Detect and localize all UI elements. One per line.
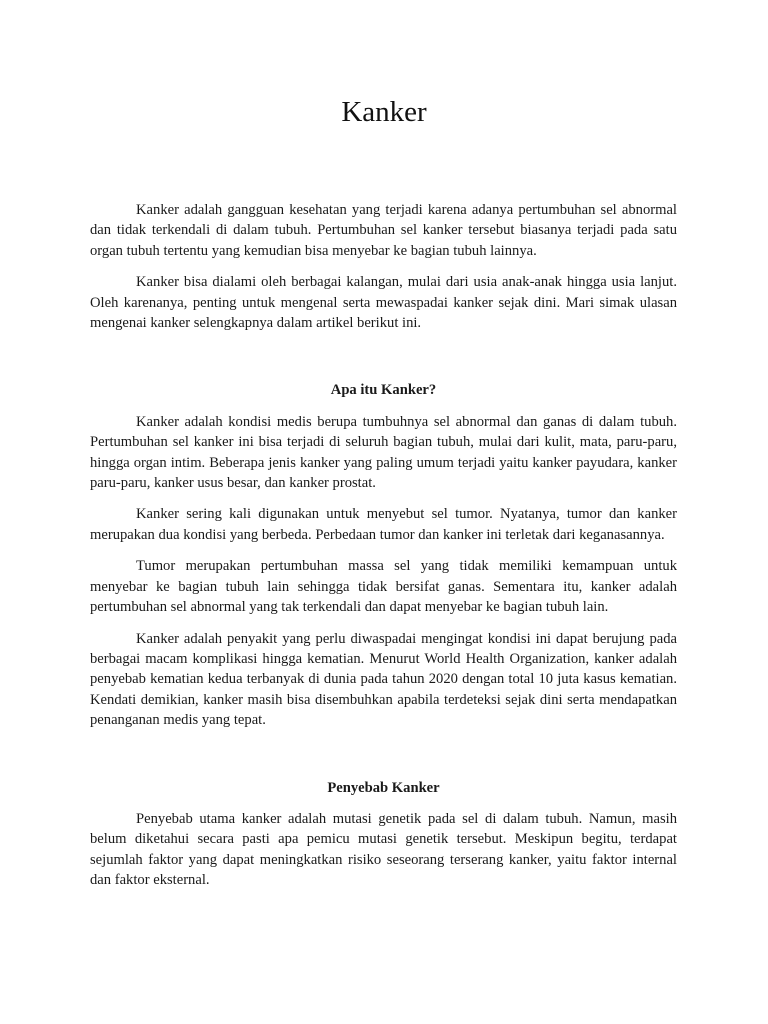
body-paragraph: Kanker bisa dialami oleh berbagai kalangan, mulai dari usia anak-anak hingga usia lanjut. Oleh karenanya, penting untuk mengenal serta mewaspadai kanker sejak dini. Mari simak ulasan mengenai kanker selengkapnya dalam artikel berikut ini.	[90, 274, 677, 332]
document-title: Kanker	[341, 96, 427, 128]
section-heading: Apa itu Kanker?	[330, 382, 437, 399]
body-paragraph: Kanker adalah penyakit yang perlu diwaspadai mengingat kondisi ini dapat berujung pada berbagai macam komplikasi hingga kematian. Menurut World Health Organization, kanker adalah penyebab kematian kedua terbanyak di dunia pada tahun 2020 dengan total 10 juta kasus kematian. Kendati demikian, kanker masih bisa disembuhkan apabila terdeteksi sejak dini serta mendapatkan penanganan medis yang tepat.	[90, 630, 677, 729]
body-paragraph: Kanker sering kali digunakan untuk menyebut sel tumor. Nyatanya, tumor dan kanker merupakan dua kondisi yang berbeda. Perbedaan tumor dan kanker ini terletak dari keganasannya.	[90, 506, 677, 543]
document-section	[90, 778, 677, 891]
document-body	[90, 200, 677, 902]
body-paragraph: Kanker adalah gangguan kesehatan yang terjadi karena adanya pertumbuhan sel abnormal dan tidak terkendali di dalam tubuh. Pertumbuhan sel kanker tersebut biasanya terjadi pada satu organ tubuh tertentu yang kemudian bisa menyebar ke bagian tubuh lainnya.	[90, 202, 677, 259]
body-paragraph: Kanker adalah kondisi medis berupa tumbuhnya sel abnormal dan ganas di dalam tubuh. Pertumbuhan sel kanker ini bisa terjadi di seluruh bagian tubuh, mulai dari kulit, mata, paru-paru, hingga organ intim. Beberapa jenis kanker yang paling umum terjadi yaitu kanker payudara, kanker paru-paru, kanker usus besar, dan kanker prostat.	[90, 413, 677, 492]
body-paragraph: Tumor merupakan pertumbuhan massa sel yang tidak memiliki kemampuan untuk menyebar ke bagian tubuh lain sehingga tidak bersifat ganas. Sementara itu, kanker adalah pertumbuhan sel abnormal yang tak terkendali dan dapat menyebar ke bagian tubuh lain.	[90, 558, 677, 616]
section-heading: Penyebab Kanker	[327, 779, 440, 796]
body-paragraph: Penyebab utama kanker adalah mutasi genetik pada sel di dalam tubuh. Namun, masih belum diketahui secara pasti apa pemicu mutasi genetik tersebut. Meskipun begitu, terdapat sejumlah faktor yang dapat meningkatkan risiko seseorang terserang kanker, yaitu faktor internal dan faktor eksternal.	[90, 810, 677, 889]
document-section	[90, 200, 677, 333]
document-section	[90, 380, 677, 730]
